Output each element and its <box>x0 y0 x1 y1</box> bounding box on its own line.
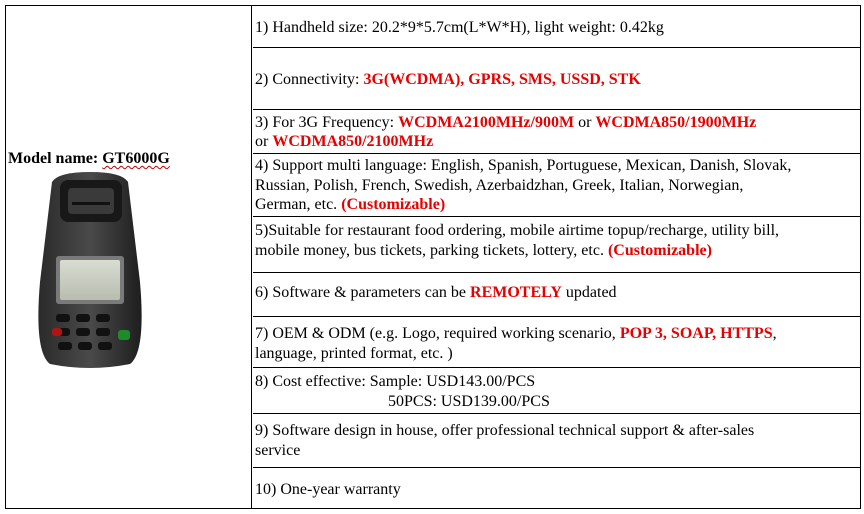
spec-row-9 <box>253 414 860 468</box>
spec-frequency-label: 3) For 3G Frequency: <box>255 114 399 131</box>
spec-software-line-2: service <box>255 442 301 459</box>
spec-frequency-2: WCDMA850/1900MHz <box>595 114 757 131</box>
model-cell <box>6 6 252 508</box>
spec-frequency-or-2: or <box>255 133 273 150</box>
spec-cost-sample: 8) Cost effective: Sample: USD143.00/PCS <box>255 373 536 390</box>
spec-oem-protocols: POP 3, SOAP, HTTPS <box>619 325 773 342</box>
spec-oem-comma: , <box>772 325 777 342</box>
spec-row-6 <box>253 273 860 317</box>
spec-row-5 <box>253 217 860 273</box>
spec-row-1 <box>253 6 860 48</box>
spec-row-4 <box>253 154 860 217</box>
spec-connectivity-value: 3G(WCDMA), GPRS, SMS, USSD, STK <box>363 71 641 88</box>
spec-oem-line-2: language, printed format, etc. ) <box>255 345 453 362</box>
spec-usage-customizable: (Customizable) <box>607 242 712 259</box>
spec-remote-label: 6) Software & parameters can be <box>255 284 471 301</box>
spec-cost-50pcs: 50PCS: USD139.00/PCS <box>388 393 550 410</box>
spec-languages-line-3: German, etc. <box>255 196 342 213</box>
spec-row-3 <box>253 110 860 154</box>
pos-terminal-image <box>30 172 150 368</box>
spec-software-line-1: 9) Software design in house, offer professional technical support & after-sales <box>255 422 755 439</box>
model-label: Model name: <box>8 150 103 167</box>
spec-remote-value: REMOTELY <box>470 284 562 301</box>
spec-languages-customizable: (Customizable) <box>341 196 446 213</box>
spec-usage-line-2: mobile money, bus tickets, parking tickets, lottery, etc. <box>255 242 608 259</box>
model-title <box>8 150 170 168</box>
spec-row-7 <box>253 317 860 368</box>
spec-usage-line-1: 5)Suitable for restaurant food ordering, mobile airtime topup/recharge, utility bill, <box>255 222 780 239</box>
spec-row-10 <box>253 468 860 508</box>
spec-warranty: 10) One-year warranty <box>255 481 401 498</box>
spec-frequency-or: or <box>574 114 596 131</box>
spec-table <box>5 5 861 509</box>
spec-languages-line-1: 4) Support multi language: English, Spanish, Portuguese, Mexican, Danish, Slovak, <box>255 157 792 174</box>
spec-row-2 <box>253 48 860 110</box>
spec-size-weight: 1) Handheld size: 20.2*9*5.7cm(L*W*H), light weight: 0.42kg <box>255 19 664 36</box>
spec-oem-label: 7) OEM & ODM (e.g. Logo, required working scenario, <box>255 325 620 342</box>
spec-frequency-1: WCDMA2100MHz/900M <box>398 114 575 131</box>
spec-row-8 <box>253 368 860 414</box>
spec-frequency-3: WCDMA850/2100MHz <box>272 133 434 150</box>
spec-remote-suffix: updated <box>561 284 617 301</box>
spec-connectivity-label: 2) Connectivity: <box>255 71 364 88</box>
model-name: GT6000G <box>102 150 170 167</box>
spec-languages-line-2: Russian, Polish, French, Swedish, Azerbaidzhan, Greek, Italian, Norwegian, <box>255 176 744 194</box>
